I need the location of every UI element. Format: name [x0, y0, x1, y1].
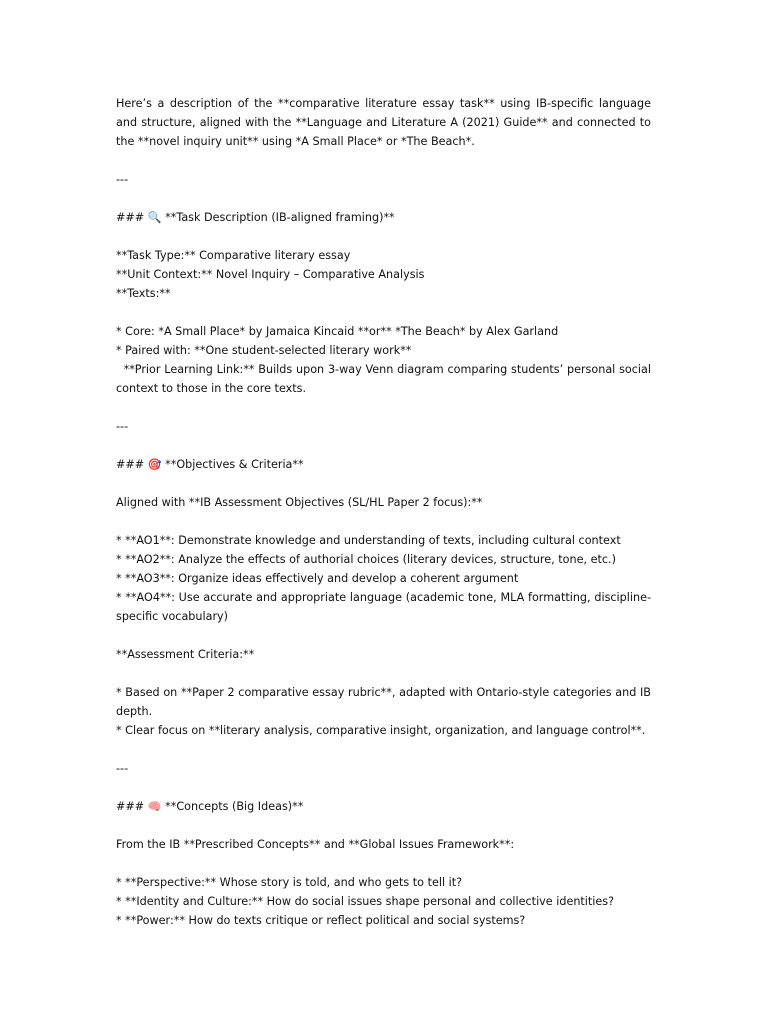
criteria-item-2: * Clear focus on **literary analysis, comparative insight, organization, and language control**. — [116, 724, 646, 737]
texts-core-item: * Core: *A Small Place* by Jamaica Kincaid **or** *The Beach* by Alex Garland — [116, 325, 559, 338]
spacer — [116, 303, 651, 322]
spacer — [116, 664, 651, 683]
concept-perspective: * **Perspective:** Whose story is told, and who gets to tell it? — [116, 876, 463, 889]
concept-identity: * **Identity and Culture:** How do social issues shape personal and collective identities? — [116, 895, 615, 908]
section-divider: --- — [116, 762, 129, 775]
heading-task-description: ### 🔍 **Task Description (IB-aligned framing)** — [116, 211, 395, 224]
spacer — [116, 189, 651, 208]
concepts-intro: From the IB **Prescribed Concepts** and **Global Issues Framework**: — [116, 838, 515, 851]
concept-power: * **Power:** How do texts critique or reflect political and social systems? — [116, 914, 526, 927]
prior-learning-item: **Prior Learning Link:** Builds upon 3-way Venn diagram comparing students’ personal social context to those in the core texts. — [116, 363, 655, 395]
objectives-intro: Aligned with **IB Assessment Objectives (SL/HL Paper 2 focus):** — [116, 496, 483, 509]
objective-ao3: * **AO3**: Organize ideas effectively and develop a coherent argument — [116, 572, 519, 585]
objective-ao4: * **AO4**: Use accurate and appropriate language (academic tone, MLA formatting, discipline-specific vocabulary) — [116, 591, 651, 623]
objective-ao2: * **AO2**: Analyze the effects of authorial choices (literary devices, structure, tone, etc.) — [116, 553, 616, 566]
spacer — [116, 778, 651, 797]
criteria-item-1: * Based on **Paper 2 comparative essay rubric**, adapted with Ontario-style categories and IB depth. — [116, 686, 651, 718]
texts-label: **Texts:** — [116, 287, 171, 300]
spacer — [116, 512, 651, 531]
spacer — [116, 474, 651, 493]
heading-concepts: ### 🧠 **Concepts (Big Ideas)** — [116, 800, 304, 813]
section-divider: --- — [116, 420, 129, 433]
texts-paired-item: * Paired with: **One student-selected literary work** — [116, 344, 412, 357]
criteria-label: **Assessment Criteria:** — [116, 648, 255, 661]
spacer — [116, 854, 651, 873]
spacer — [116, 740, 651, 759]
spacer — [116, 151, 651, 170]
section-divider: --- — [116, 173, 129, 186]
unit-context-line: **Unit Context:** Novel Inquiry – Comparative Analysis — [116, 268, 425, 281]
spacer — [116, 398, 651, 417]
spacer — [116, 626, 651, 645]
intro-paragraph: Here’s a description of the **comparative literature essay task** using IB-specific language and structure, aligned with the **Language and Literature A (2021) Guide** and connected to the **novel inquiry unit** using *A Small Place* or *The Beach*. — [116, 97, 651, 148]
spacer — [116, 436, 651, 455]
heading-objectives: ### 🎯 **Objectives & Criteria** — [116, 458, 304, 471]
task-type-line: **Task Type:** Comparative literary essay — [116, 249, 351, 262]
objective-ao1: * **AO1**: Demonstrate knowledge and understanding of texts, including cultural context — [116, 534, 621, 547]
spacer — [116, 816, 651, 835]
document-body — [116, 94, 655, 930]
spacer — [116, 227, 651, 246]
